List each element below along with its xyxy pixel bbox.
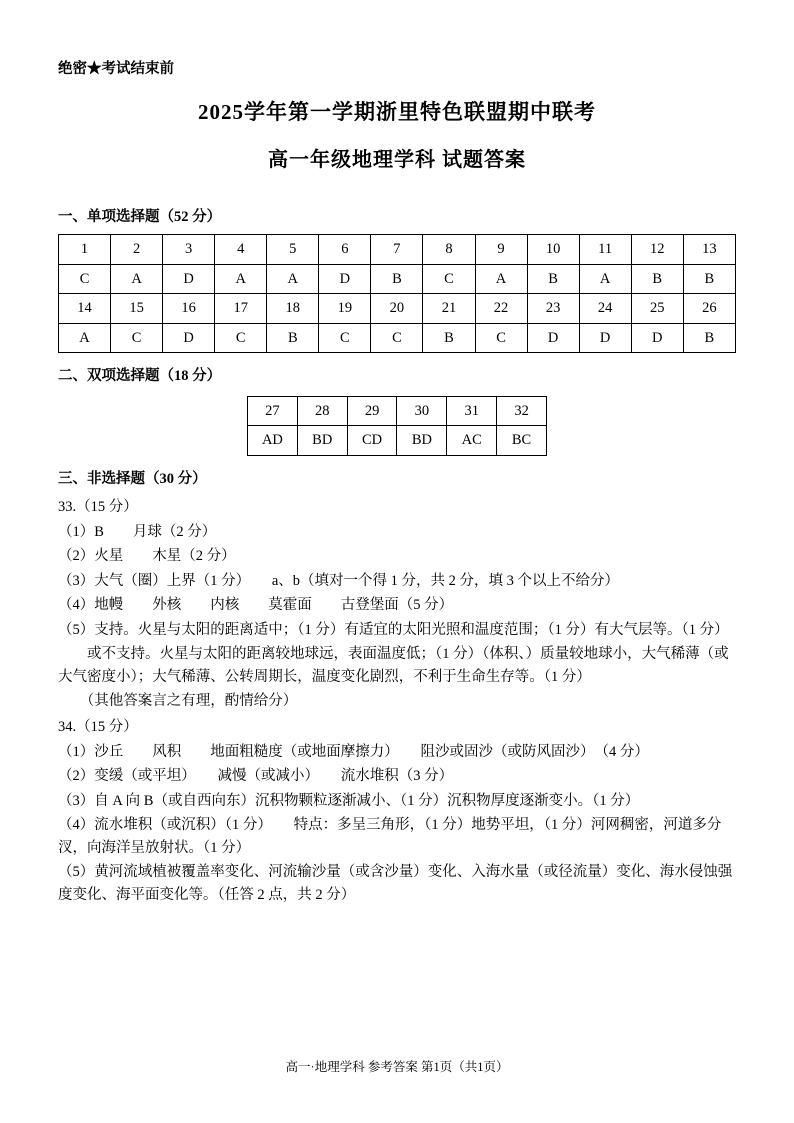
single-choice-answer-table xyxy=(58,234,736,353)
table-cell: 16 xyxy=(163,294,215,323)
table-row xyxy=(59,264,736,293)
table-cell: B xyxy=(267,323,319,352)
table-cell: D xyxy=(631,323,683,352)
table-cell: 21 xyxy=(423,294,475,323)
answer-line: （2）变缓（或平坦） 减慢（或减小） 流水堆积（3 分） xyxy=(58,768,454,785)
table-cell: 3 xyxy=(163,235,215,264)
table-cell: BD xyxy=(397,426,447,455)
table-cell: C xyxy=(475,323,527,352)
table-cell: 13 xyxy=(683,235,735,264)
table-row xyxy=(59,294,736,323)
table-cell: 6 xyxy=(319,235,371,264)
table-cell: 15 xyxy=(111,294,163,323)
page-footer: 高一·地理学科 参考答案 第1页（共1页） xyxy=(285,1059,509,1074)
table-cell: A xyxy=(267,264,319,293)
table-row xyxy=(248,396,547,425)
section-non-choice-heading: 三、非选择题（30 分） xyxy=(58,470,207,487)
table-cell: B xyxy=(371,264,423,293)
question-34-answers xyxy=(58,741,736,906)
table-cell: 25 xyxy=(631,294,683,323)
table-cell: D xyxy=(527,323,579,352)
table-cell: 30 xyxy=(397,396,447,425)
table-cell: A xyxy=(215,264,267,293)
table-cell: 23 xyxy=(527,294,579,323)
answer-line: （1）沙丘 风积 地面粗糙度（或地面摩擦力） 阻沙或固沙（或防风固沙） （4 分） xyxy=(58,743,649,760)
table-cell: 11 xyxy=(579,235,631,264)
table-cell: C xyxy=(215,323,267,352)
table-cell: C xyxy=(111,323,163,352)
table-cell: C xyxy=(319,323,371,352)
exam-subtitle: 高一年级地理学科 试题答案 xyxy=(268,149,526,172)
classification-label: 绝密★考试结束前 xyxy=(58,61,174,77)
table-cell: C xyxy=(59,264,111,293)
table-cell: AD xyxy=(248,426,298,455)
section-double-choice-heading: 二、双项选择题（18 分） xyxy=(58,368,222,385)
answer-line: （3）大气（圈）上界（1 分） a、b（填对一个得 1 分，共 2 分，填 3 个以上不给分） xyxy=(58,572,620,589)
table-row xyxy=(59,235,736,264)
answer-line: 或不支持。火星与太阳的距离较地球远，表面温度低；（1 分）（体积、）质量较地球小，大气稀薄（或大气密度小）；大气稀薄、公转周期长，温度变化剧烈，不利于生命生存等。（1 分） xyxy=(58,646,729,685)
answer-line: （4）流水堆积（或沉积）（1 分） 特点：多呈三角形，（1 分）地势平坦，（1 分）河网稠密，河道多分汊，向海洋呈放射状。（1 分） xyxy=(58,817,722,856)
table-cell: B xyxy=(527,264,579,293)
answer-line: （1）B 月球（2 分） xyxy=(58,523,217,540)
answer-line: （2）火星 木星（2 分） xyxy=(58,548,236,565)
answer-line: （4）地幔 外核 内核 莫霍面 古登堡面（5 分） xyxy=(58,597,454,614)
table-cell: 28 xyxy=(297,396,347,425)
table-cell: A xyxy=(59,323,111,352)
table-row xyxy=(248,426,547,455)
table-cell: A xyxy=(111,264,163,293)
table-cell: D xyxy=(163,264,215,293)
table-cell: A xyxy=(579,264,631,293)
table-cell: BD xyxy=(297,426,347,455)
question-33-answers xyxy=(58,521,736,713)
table-cell: D xyxy=(579,323,631,352)
table-cell: 18 xyxy=(267,294,319,323)
table-cell: 24 xyxy=(579,294,631,323)
table-cell: 2 xyxy=(111,235,163,264)
exam-title: 2025学年第一学期浙里特色联盟期中联考 xyxy=(198,100,596,125)
answer-line: （其他答案言之有理，酌情给分） xyxy=(58,692,298,709)
table-cell: B xyxy=(683,264,735,293)
table-cell: 27 xyxy=(248,396,298,425)
question-33-number: 33.（15 分） xyxy=(58,499,138,516)
table-cell: 17 xyxy=(215,294,267,323)
table-cell: 5 xyxy=(267,235,319,264)
answer-line: （5）黄河流域植被覆盖率变化、河流输沙量（或含沙量）变化、入海水量（或径流量）变化、海水侵蚀强度变化、海平面变化等。（任答 2 点，共 2 分） xyxy=(58,864,733,903)
answer-line: （5）支持。火星与太阳的距离适中；（1 分）有适宜的太阳光照和温度范围；（1 分）有大气层等。（1 分） xyxy=(58,621,729,638)
question-34-number: 34.（15 分） xyxy=(58,719,138,736)
table-cell: 19 xyxy=(319,294,371,323)
table-row xyxy=(59,323,736,352)
section-single-choice-heading: 一、单项选择题（52 分） xyxy=(58,209,222,226)
table-cell: 29 xyxy=(347,396,397,425)
table-cell: AC xyxy=(447,426,497,455)
table-cell: A xyxy=(475,264,527,293)
table-cell: D xyxy=(319,264,371,293)
table-cell: 9 xyxy=(475,235,527,264)
table-cell: B xyxy=(683,323,735,352)
table-cell: B xyxy=(631,264,683,293)
table-cell: BC xyxy=(497,426,547,455)
table-cell: 12 xyxy=(631,235,683,264)
table-cell: 4 xyxy=(215,235,267,264)
table-cell: D xyxy=(163,323,215,352)
table-cell: 22 xyxy=(475,294,527,323)
table-cell: 1 xyxy=(59,235,111,264)
table-cell: 8 xyxy=(423,235,475,264)
table-cell: 31 xyxy=(447,396,497,425)
table-cell: 7 xyxy=(371,235,423,264)
table-cell: C xyxy=(371,323,423,352)
table-cell: CD xyxy=(347,426,397,455)
table-cell: 32 xyxy=(497,396,547,425)
double-choice-answer-table xyxy=(247,396,547,456)
table-cell: 20 xyxy=(371,294,423,323)
table-cell: 10 xyxy=(527,235,579,264)
table-cell: B xyxy=(423,323,475,352)
table-cell: 26 xyxy=(683,294,735,323)
table-cell: C xyxy=(423,264,475,293)
answer-line: （3）自 A 向 B（或自西向东）沉积物颗粒逐渐减小、（1 分）沉积物厚度逐渐变小。（1 分） xyxy=(58,792,640,809)
table-cell: 14 xyxy=(59,294,111,323)
